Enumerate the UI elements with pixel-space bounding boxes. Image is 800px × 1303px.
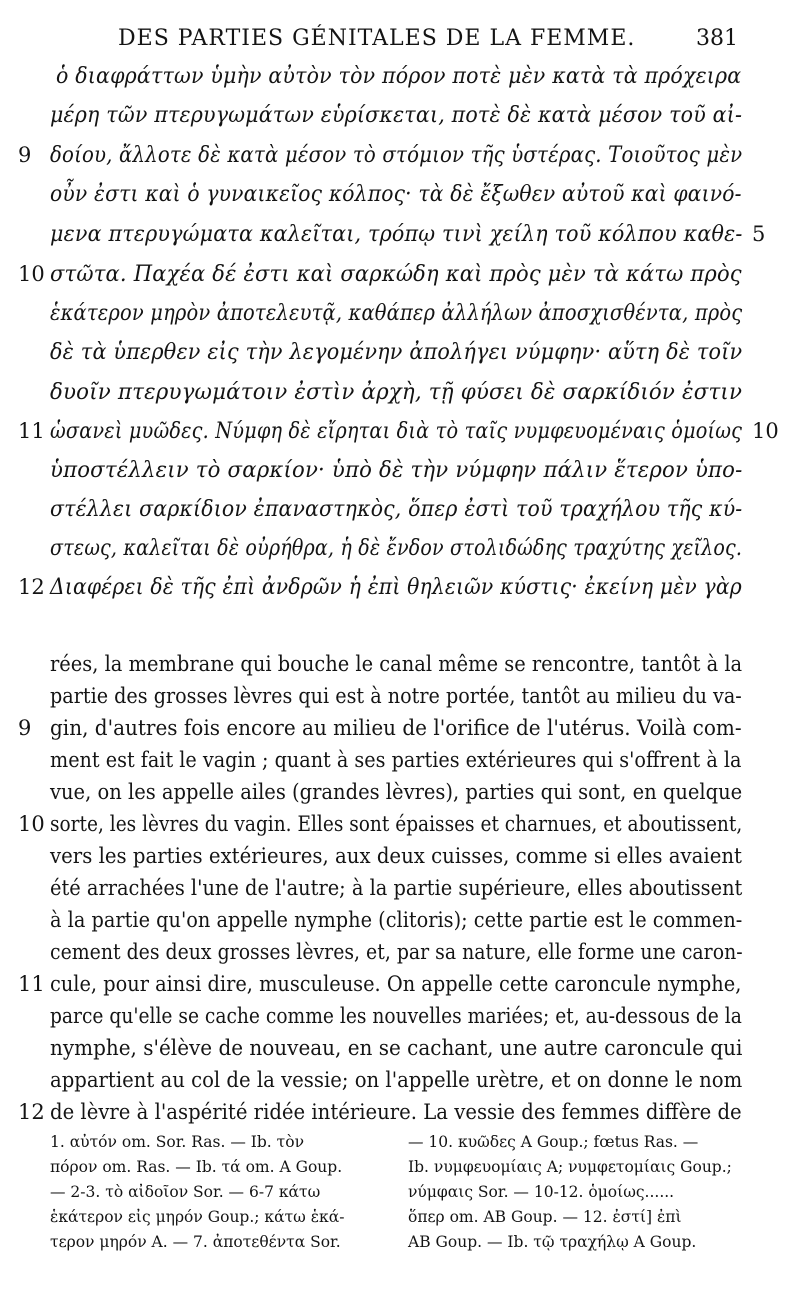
footnotes-right-column <box>408 1130 732 1255</box>
footnotes-left-column <box>50 1130 344 1255</box>
greek-line-text: ὡσανεὶ μυῶδες. Νύμφη δὲ εἴρηται διὰ τὸ ταῖς νυμφευομέναις ὁμοίως <box>50 419 743 444</box>
footnotes <box>0 1130 800 1280</box>
footnote-line: AB Goup. — Ib. τῷ τραχήλῳ A Goup. <box>408 1233 697 1251</box>
line-number: 12 <box>18 1100 45 1124</box>
greek-line-text: ὁ διαφράττων ὑμὴν αὐτὸν τὸν πόρον ποτὲ μὲν κατὰ τὰ πρόχειρα <box>56 64 742 89</box>
greek-line-text: στέλλει σαρκίδιον ἐπαναστηκὸς, ὅπερ ἐστὶ τοῦ τραχήλου τῆς κύ- <box>50 497 743 522</box>
french-line-text: à la partie qu'on appelle nymphe (clitoris); cette partie est le commen- <box>50 908 743 932</box>
footnote-line: Ib. νυμφευομίαις A; νυμφετομίαις Goup.; <box>408 1158 732 1176</box>
greek-line-text: μενα πτερυγώματα καλεῖται, τρόπῳ τινὶ χείλη τοῦ κόλπου καθε- <box>50 222 743 247</box>
footnote-line: ὅπερ om. AB Goup. — 12. ἐστί] ἐπὶ <box>408 1208 682 1226</box>
french-line-text: vers les parties extérieures, aux deux cuisses, comme si elles avaient <box>50 844 742 868</box>
greek-line-text: δυοῖν πτερυγωμάτοιν ἐστὶν ἀρχὴ, τῇ φύσει δὲ σαρκίδιόν ἐστιν <box>50 380 743 405</box>
greek-line-text: ὑποστέλλειν τὸ σαρκίον· ὑπὸ δὲ τὴν νύμφην πάλιν ἕτερον ὑπο- <box>50 458 743 483</box>
footnote-line: 1. αὐτόν om. Sor. Ras. — Ib. τὸν <box>50 1133 304 1151</box>
footnote-line: — 10. κυῶδες A Goup.; fœtus Ras. — <box>408 1133 699 1151</box>
french-line-text: été arrachées l'une de l'autre; à la partie supérieure, elles aboutissent <box>50 876 743 900</box>
french-line-text: appartient au col de la vessie; on l'appelle urètre, et on donne le nom <box>50 1068 743 1092</box>
footnote-line: πόρον om. Ras. — Ib. τά om. A Goup. <box>50 1158 343 1176</box>
line-number: 11 <box>18 972 45 996</box>
greek-line-text: οὖν ἐστι καὶ ὁ γυναικεῖος κόλπος· τὰ δὲ ἔξωθεν αὐτοῦ καὶ φαινό- <box>50 182 742 207</box>
greek-line-text: στεως, καλεῖται δὲ οὐρήθρα, ἡ δὲ ἔνδον στολιδώδης τραχύτης χεῖλος. <box>50 536 743 561</box>
line-number: 10 <box>18 262 45 286</box>
line-number: 10 <box>18 812 45 836</box>
french-line-text: rées, la membrane qui bouche le canal même se rencontre, tantôt à la <box>50 652 743 676</box>
greek-line-text: μέρη τῶν πτερυγωμάτων εὑρίσκεται, ποτὲ δὲ κατὰ μέσον τοῦ αἰ- <box>50 103 743 128</box>
french-line-text: nymphe, s'élève de nouveau, en se cachant, une autre caroncule qui <box>50 1036 743 1060</box>
line-number: 9 <box>18 143 32 167</box>
french-line-text: partie des grosses lèvres qui est à notre portée, tantôt au milieu du va- <box>50 684 742 708</box>
french-line-text: ment est fait le vagin ; quant à ses parties extérieures qui s'offrent à la <box>50 748 742 772</box>
footnote-line: νύμφαις Sor. — 10-12. ὁμοίως...... <box>408 1183 675 1201</box>
greek-line-text: δοίου, ἄλλοτε δὲ κατὰ μέσον τὸ στόμιον τῆς ὑστέρας. Τοιοῦτος μὲν <box>50 143 743 168</box>
footnote-line: τερον μηρόν A. — 7. ἀποτεθέντα Sor. <box>50 1233 341 1251</box>
greek-line-text: στῶτα. Παχέα δέ ἐστι καὶ σαρκώδη καὶ πρὸς μὲν τὰ κάτω πρὸς <box>50 262 742 287</box>
right-line-number: 5 <box>752 222 766 246</box>
french-line-text: parce qu'elle se cache comme les nouvelles mariées; et, au-dessous de la <box>50 1004 742 1028</box>
french-line-text: gin, d'autres fois encore au milieu de l'orifice de l'utérus. Voilà com- <box>50 716 742 740</box>
greek-line-text: Διαφέρει δὲ τῆς ἐπὶ ἀνδρῶν ἡ ἐπὶ θηλειῶν κύστις· ἐκείνη μὲν γὰρ <box>50 575 742 600</box>
page-number: 381 <box>696 26 738 51</box>
running-title: DES PARTIES GÉNITALES DE LA FEMME. <box>118 26 636 51</box>
line-number: 9 <box>18 716 32 740</box>
french-line-text: vue, on les appelle ailes (grandes lèvres), parties qui sont, en quelque <box>50 780 743 804</box>
right-line-number: 10 <box>752 419 779 443</box>
french-line-text: sorte, les lèvres du vagin. Elles sont épaisses et charnues, et aboutissent, <box>50 812 743 836</box>
line-number: 12 <box>18 575 45 599</box>
page-header <box>0 26 800 56</box>
greek-line-text: δὲ τὰ ὑπερθεν εἰς τὴν λεγομένην ἀπολήγει νύμφην· αὕτη δὲ τοῖν <box>50 340 743 365</box>
french-line-text: de lèvre à l'aspérité ridée intérieure. La vessie des femmes diffère de <box>50 1100 742 1124</box>
footnote-line: ἑκάτερον εἰς μηρόν Goup.; κάτω ἑκά- <box>50 1208 345 1226</box>
french-line-text: cement des deux grosses lèvres, et, par sa nature, elle forme une caron- <box>50 940 743 964</box>
footnote-line: — 2-3. τὸ αἰδοῖον Sor. — 6-7 κάτω <box>50 1183 321 1201</box>
line-number: 11 <box>18 419 45 443</box>
french-line-text: cule, pour ainsi dire, musculeuse. On appelle cette caroncule nymphe, <box>50 972 742 996</box>
greek-line-text: ἑκάτερον μηρὸν ἀποτελευτᾷ, καθάπερ ἀλλήλων ἀποσχισθέντα, πρὸς <box>50 301 743 326</box>
